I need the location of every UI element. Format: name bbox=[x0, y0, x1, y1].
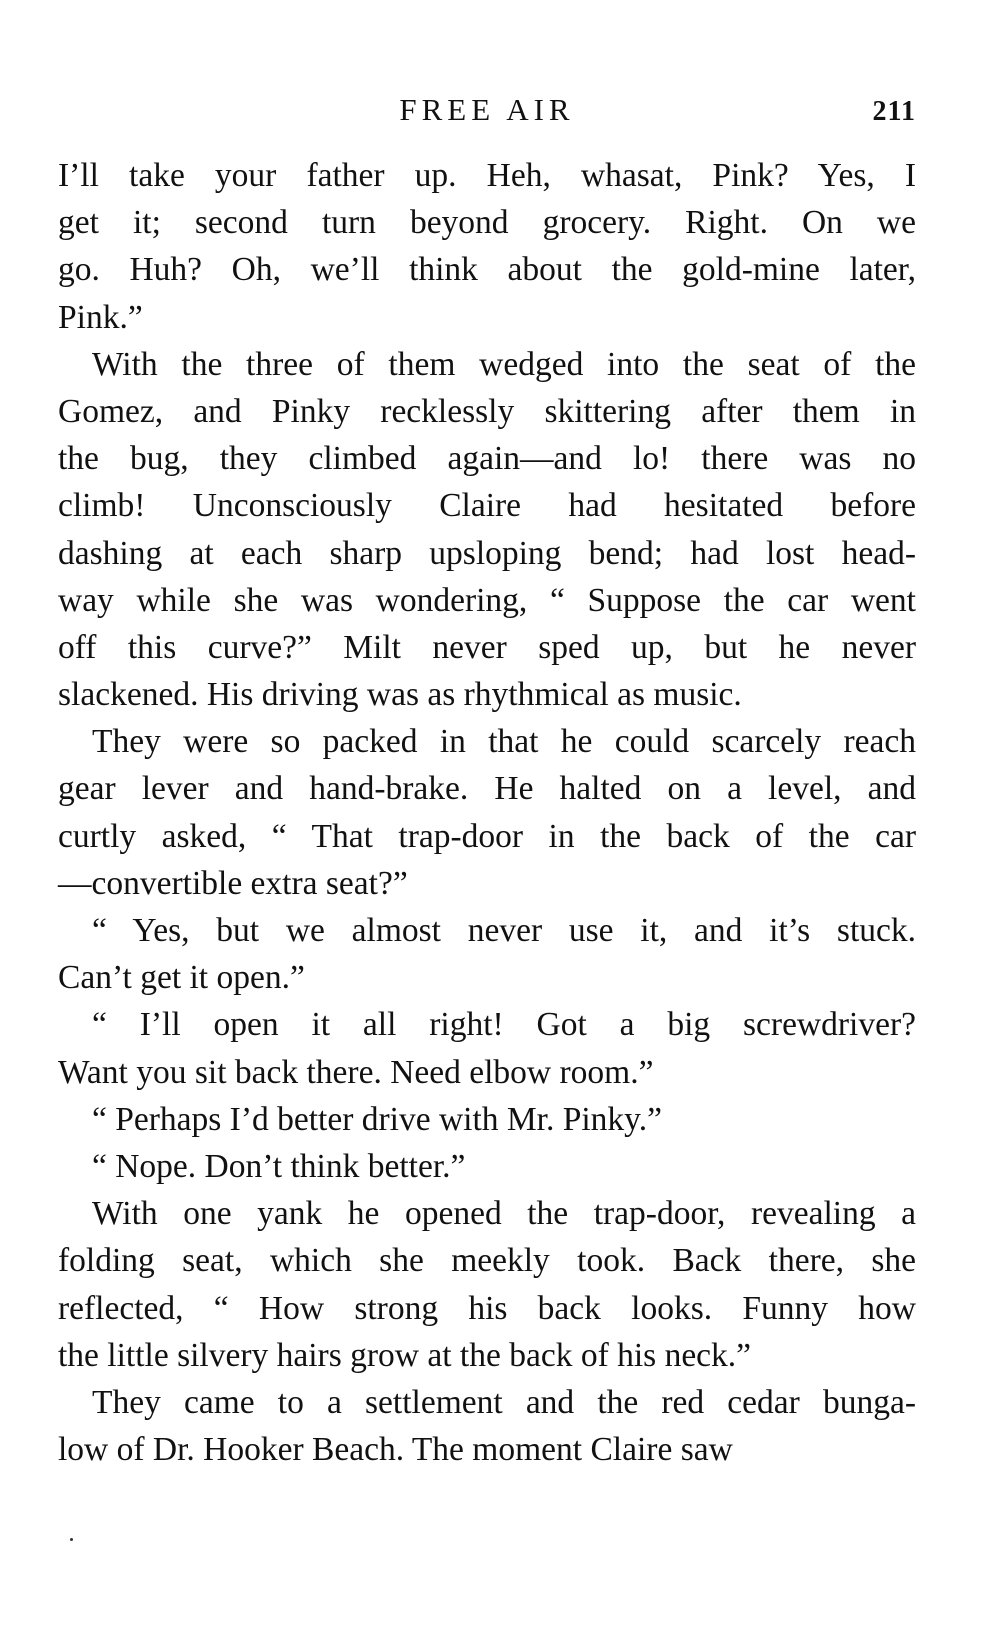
text-line: “ Perhaps I’d better drive with Mr. Pinky.” bbox=[92, 1100, 662, 1138]
body-text bbox=[58, 152, 916, 1473]
paragraph bbox=[58, 1379, 916, 1473]
paragraph bbox=[58, 1001, 916, 1095]
text-line: Can’t get it open.” bbox=[58, 959, 305, 997]
text-line: curtly asked, “ That trap-door in the back of the car bbox=[58, 817, 916, 855]
text-line: “ I’ll open it all right! Got a big screwdriver? bbox=[92, 1006, 916, 1044]
paragraph bbox=[58, 152, 916, 341]
text-line: get it; second turn beyond grocery. Right. On we bbox=[58, 204, 916, 242]
text-line: reflected, “ How strong his back looks. Funny how bbox=[58, 1289, 916, 1327]
text-line: folding seat, which she meekly took. Back there, she bbox=[58, 1242, 916, 1280]
text-line: They came to a settlement and the red cedar bunga- bbox=[92, 1383, 916, 1421]
text-line: slackened. His driving was as rhythmical as music. bbox=[58, 676, 742, 714]
text-line: I’ll take your father up. Heh, whasat, Pink? Yes, I bbox=[58, 157, 916, 194]
paragraph bbox=[58, 718, 916, 907]
text-line: “ Nope. Don’t think better.” bbox=[92, 1147, 466, 1185]
text-line: With one yank he opened the trap-door, revealing a bbox=[92, 1195, 916, 1233]
text-line: go. Huh? Oh, we’ll think about the gold-mine later, bbox=[58, 251, 916, 289]
paragraph bbox=[58, 1096, 916, 1143]
paragraph bbox=[58, 1190, 916, 1379]
paragraph bbox=[58, 341, 916, 719]
text-line: They were so packed in that he could scarcely reach bbox=[92, 723, 916, 761]
paragraph bbox=[58, 1143, 916, 1190]
text-line: the bug, they climbed again—and lo! there was no bbox=[58, 440, 916, 478]
text-line: the little silvery hairs grow at the back of his neck.” bbox=[58, 1336, 752, 1374]
text-line: Gomez, and Pinky recklessly skittering after them in bbox=[58, 392, 916, 430]
text-line: “ Yes, but we almost never use it, and it’s stuck. bbox=[92, 912, 916, 949]
text-line: climb! Unconsciously Claire had hesitated before bbox=[58, 487, 916, 525]
paragraph bbox=[58, 907, 916, 1001]
text-line: Pink.” bbox=[58, 298, 143, 336]
text-line: off this curve?” Milt never sped up, but he never bbox=[58, 628, 916, 666]
running-title: FREE AIR bbox=[399, 92, 575, 127]
page-speck-mark bbox=[70, 1538, 73, 1541]
text-line: —convertible extra seat?” bbox=[58, 864, 408, 902]
page-number: 211 bbox=[872, 96, 916, 127]
text-line: way while she was wondering, “ Suppose the car went bbox=[58, 581, 916, 619]
text-line: dashing at each sharp upsloping bend; had lost head- bbox=[58, 534, 916, 572]
text-line: With the three of them wedged into the seat of the bbox=[92, 345, 916, 383]
running-head bbox=[58, 92, 916, 136]
text-line: gear lever and hand-brake. He halted on a level, and bbox=[58, 770, 916, 808]
text-line: Want you sit back there. Need elbow room.” bbox=[58, 1053, 654, 1091]
text-line: low of Dr. Hooker Beach. The moment Claire saw bbox=[58, 1431, 733, 1469]
